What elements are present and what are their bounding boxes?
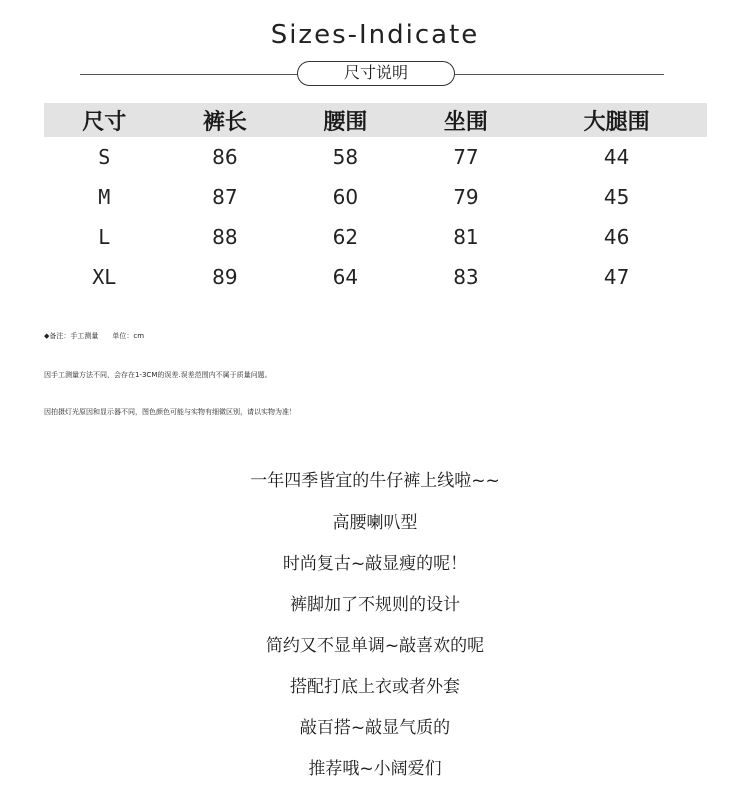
length-cell: 87 — [212, 185, 238, 209]
note-color-disclaimer: 因拍摄灯光原因和显示器不同，图色颜色可能与实物有细微区别，请以实物为准！ — [44, 408, 296, 416]
divider-left — [80, 74, 298, 75]
description-line: 推荐哦~小阔爱们 — [308, 759, 442, 779]
divider-right — [454, 74, 664, 75]
hip-cell: 81 — [453, 225, 479, 249]
hip-cell: 83 — [453, 265, 479, 289]
column-header-length: 裤长 — [165, 103, 286, 137]
page-title: Sizes-Indicate — [270, 20, 480, 50]
table-row — [44, 217, 707, 257]
description-line: 裤脚加了不规则的设计 — [290, 595, 460, 615]
thigh-cell: 46 — [603, 225, 630, 249]
note-measurement-error: 因手工测量方法不同，会存在1-3CM的误差.误差范围内不属于质量问题。 — [44, 371, 272, 379]
section-label: 尺寸说明 — [297, 61, 455, 86]
length-cell: 86 — [212, 145, 238, 169]
column-header-waist: 腰围 — [285, 103, 406, 137]
thigh-cell: 44 — [603, 145, 630, 169]
thigh-cell: 47 — [603, 265, 630, 289]
hip-cell: 77 — [453, 145, 479, 169]
note-unit: ◆备注：手工测量 单位：cm — [44, 332, 145, 340]
description-line: 简约又不显单调~敲喜欢的呢 — [265, 636, 485, 656]
size-cell: S — [98, 145, 111, 169]
length-cell: 88 — [212, 225, 238, 249]
column-header-thigh: 大腿围 — [526, 103, 707, 137]
thigh-cell: 45 — [603, 185, 630, 209]
size-table-header — [44, 103, 707, 137]
column-header-hip: 坐围 — [406, 103, 527, 137]
size-cell: M — [98, 185, 111, 209]
size-cell: XL — [92, 265, 117, 289]
size-table — [44, 103, 707, 297]
length-cell: 89 — [212, 265, 238, 289]
description-line: 敲百搭~敲显气质的 — [299, 718, 451, 738]
table-row — [44, 137, 707, 177]
waist-cell: 60 — [332, 185, 359, 209]
waist-cell: 64 — [332, 265, 359, 289]
description-line: 搭配打底上衣或者外套 — [290, 677, 460, 697]
description-line: 一年四季皆宜的牛仔裤上线啦~~ — [250, 471, 500, 491]
table-row — [44, 177, 707, 217]
table-row — [44, 257, 707, 297]
size-cell: L — [98, 225, 111, 249]
waist-cell: 58 — [332, 145, 359, 169]
column-header-size: 尺寸 — [44, 103, 165, 137]
description-line: 时尚复古~敲显瘦的呢！ — [282, 554, 468, 574]
hip-cell: 79 — [453, 185, 479, 209]
waist-cell: 62 — [332, 225, 359, 249]
description-line: 高腰喇叭型 — [332, 513, 418, 533]
